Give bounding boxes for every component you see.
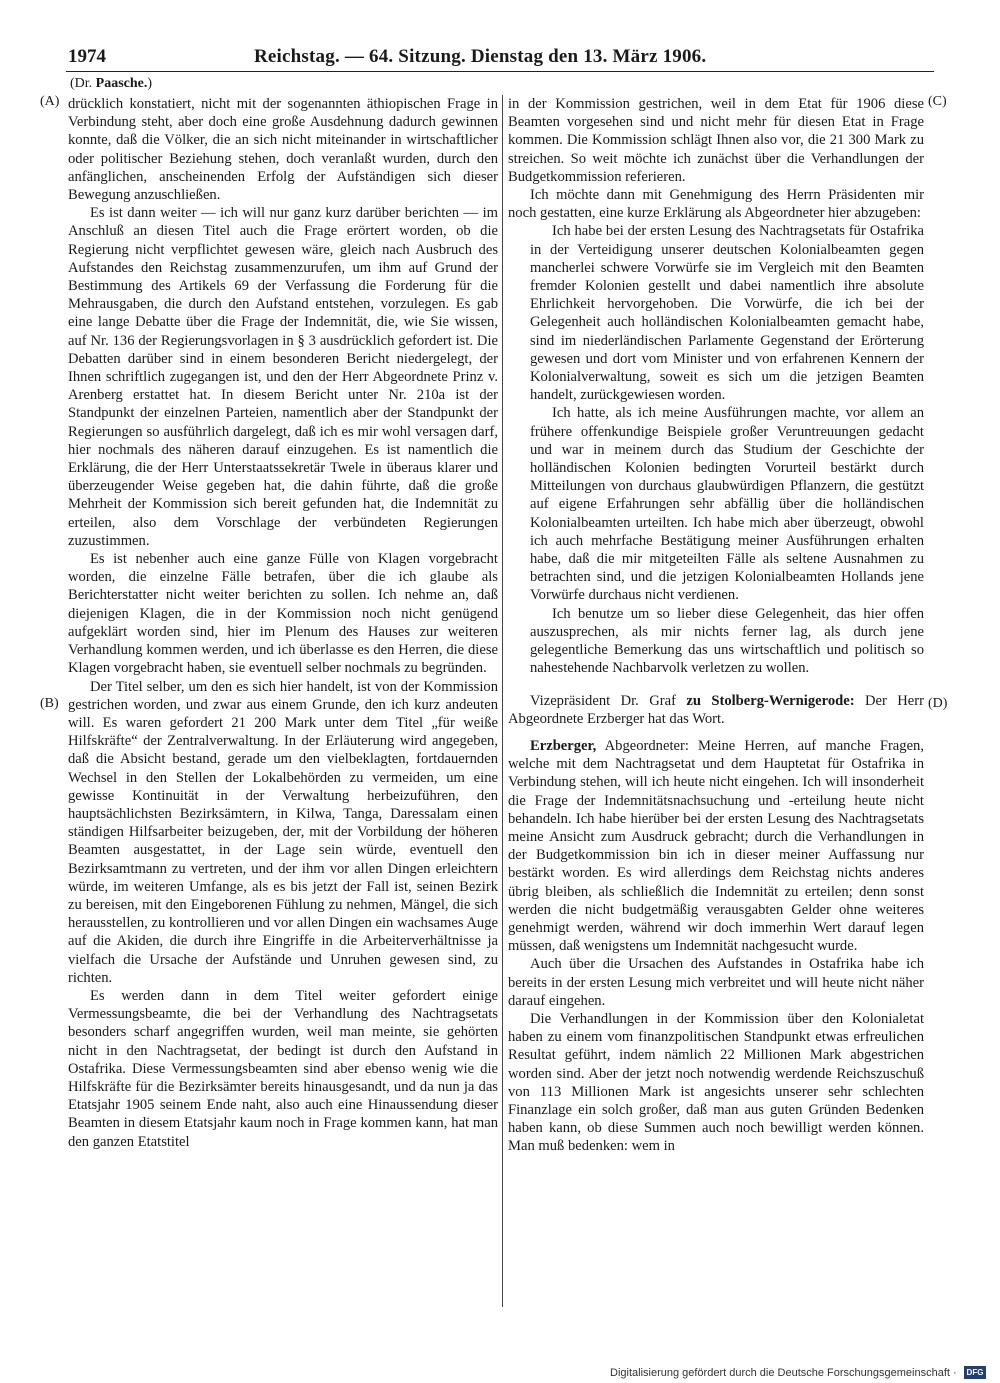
speaker-continuation bbox=[70, 76, 152, 92]
paragraph: in der Kommission gestrichen, weil in dem Etat für 1906 diese Beamten vorgesehen sind und nicht mehr für diesen Etat in Frage kommen. Die Kommission schlägt Ihnen also vor, die 21 300 Mark zu streichen. So weit möchte ich zunächst über die Verhandlungen der Budgetkommission referieren. bbox=[508, 96, 924, 185]
quoted-statement: Ich benutze um so lieber diese Gelegenheit, das hier offen auszusprechen, als mir nichts ferner lag, als durch jene gelegentliche Bemerkung das uns wirtschaftlich und politisch so nahestehende Nachbarvolk verletzen zu wollen. bbox=[530, 605, 924, 677]
paragraph: drücklich konstatiert, nicht mit der sogenannten äthiopischen Frage in Verbindung steht, aber doch eine große Ausdehnung dadurch gewinnen konnte, daß die Völker, die an sich nicht miteinander in wirtschaftlicher oder politischer Beziehung stehen, doch veranlaßt wurden, durch den anfänglichen, anscheinenden Erfolg der Aufständigen sich dieser Bewegung anzuschließen. bbox=[68, 96, 498, 204]
page-number: 1974 bbox=[68, 46, 106, 67]
page-header bbox=[66, 44, 930, 70]
paragraph: Es ist nebenher auch eine ganze Fülle von Klagen vorgebracht worden, die einzelne Fälle betrafen, über die ich glaube als Berichterstatter nicht weiter berichten zu sollen. Ich nehme an, daß diejenigen Klagen, die in der Kommission noch nicht genügend aufgeklärt worden sind, hier im Plenum des Hauses zur weiteren Verhandlung kommen werden, und ich überlasse es den Herren, die diese Klagen vorgebracht haben, sie eventuell selber nochmals zu begründen. bbox=[68, 551, 498, 677]
chair-text: Der Herr Abgeordnete Erzberger hat das Wort. bbox=[508, 692, 925, 727]
paragraph: Der Titel selber, um den es sich hier handelt, ist von der Kommission gestrichen worden, und zwar aus einem Grunde, den ich kurz andeuten will. Es waren gefordert 21 200 Mark unter dem Titel „für weiße Hilfskräfte“ der Zentralverwaltung. In der Erläuterung wird angegeben, daß die Absicht bestand, gerade um den vielbeklagten, fortdauernden Wechsel in den Stellen der Lokalbehörden zu vermeiden, um eine gewisse Kontinuität in der Verwaltung herbeizuführen, den hauptsächlichsten Bezirksämtern, in Kilwa, Tanga, Daressalam einen ständigen Hilfsarbeiter beizugeben, der, mit der Vorbildung der höheren Beamten ausgestattet, in der Lage sein würde, eventuell den Bezirksamtmann zu vertreten, und der ihm vor allen Dingen erleichtern würde, im weiteren Umfange, als es bis jetzt der Fall ist, seinen Bezirk zu bereisen, mit den Eingeborenen Fühlung zu nehmen, Mängel, die sich herausstellen, zu kontrollieren und vor allen Dingen ein wachsames Auge auf die Akiden, die durch ihre Eingriffe in die Arbeiterverhältnisse ja vielfach die Ursache der Aufstände und Unruhen gewesen sind, zu richten. bbox=[68, 678, 498, 986]
speaker-erzberger: Erzberger, bbox=[530, 737, 597, 754]
paragraph: Auch über die Ursachen des Aufstandes in Ostafrika habe ich bereits in der ersten Lesung mich verbreitet und will heute nicht näher darauf eingehen. bbox=[508, 956, 924, 1009]
speech-paragraph bbox=[508, 737, 924, 955]
margin-marker-d: (D) bbox=[928, 696, 948, 711]
running-head: Reichstag. — 64. Sitzung. Dienstag den 13. März 1906. bbox=[254, 46, 707, 67]
left-column bbox=[68, 95, 498, 1151]
paragraph: Die Verhandlungen in der Kommission über den Kolonialetat haben zu einem vom finanzpolitischen Standpunkt etwas erfreulichen Resultat geführt, indem nämlich 22 Millionen Mark abgestrichen worden sind. Aber der jetzt noch notwendig werdende Reichszuschuß von 113 Millionen Mark ist angesichts unserer sehr schlechten Finanzlage ein solch großer, daß man aus guten Gründen Bedenken haben kann, ob diese Summen auch noch bewilligt werden können. Man muß bedenken: wem in bbox=[508, 1010, 924, 1155]
paragraph: Ich möchte dann mit Genehmigung des Herrn Präsidenten mir noch gestatten, eine kurze Erklärung als Abgeordneter hier abzugeben: bbox=[508, 187, 924, 222]
speaker-prefix: (Dr. bbox=[70, 76, 96, 91]
chair-prefix: Vizepräsident Dr. Graf bbox=[530, 692, 687, 709]
paragraph: Es ist dann weiter — ich will nur ganz kurz darüber berichten — im Anschluß an diesen Titel auch die Frage erörtert worden, ob die Regierung nicht verpflichtet gewesen wäre, gleich nach Ausbruch des Aufstandes den Reichstag zusammenzurufen, um ihm auf Grund der Bestimmung des Artikels 69 der Verfassung die Forderung für die Mehrausgaben, die durch den Aufstand entstehen, vorzulegen. Es gab eine lange Debatte über die Frage der Indemnität, die, wie Sie wissen, auf Nr. 136 der Regierungsvorlagen in § 3 ausdrücklich gefordert ist. Die Debatten darüber sind in einem besonderen Bericht niedergelegt, der Ihnen schriftlich zugegangen ist, und den der Herr Abgeordnete Prinz v. Arenberg erstattet hat. In diesem Bericht unter Nr. 210a ist der Standpunkt der einzelnen Parteien, namentlich aber der Standpunkt der Regierungen so ausführlich dargelegt, daß ich es mir wohl versagen darf, hier nochmals des näheren darauf einzugehen. Es ist namentlich die Erklärung, die der Herr Unterstaatssekretär Twele in überaus klarer und überzeugender Weise gegeben hat, die dahin führte, daß die große Mehrheit der Kommission sich bereit gefunden hat, die Indemnität zu erteilen, also dem Vorschlage der verbündeten Regierungen zuzustimmen. bbox=[68, 205, 498, 549]
quoted-statement: Ich hatte, als ich meine Ausführungen machte, vor allem an frühere offenkundige Beispiele großer Veruntreuungen gedacht und war in meinem durch das Studium der Geschichte der holländischen Kolonien bedingten Vorurteil bestärkt durch Mitteilungen von durchaus glaubwürdigen Pflanzern, die gestützt auf eigene Erfahrungen sehr abfällig über die holländischen Kolonialbeamten urteilten. Ich habe mich aber überzeugt, obwohl ich auch mehrfache Bestätigung meiner Ausführungen erhalten habe, daß die mir mitgeteilten Fälle als seltene Ausnahmen zu betrachten sind, und die jetzigen Kolonialbeamten Hollands jene Vorwürfe durchaus nicht verdienen. bbox=[530, 405, 924, 604]
header-rule bbox=[66, 71, 934, 72]
speech-text: Abgeordneter: Meine Herren, auf manche Fragen, welche mit dem Nachtragsetat und dem Hauptetat für Ostafrika in Verbindung stehen, will ich heute nicht eingehen. Ich will insonderheit die Frage der Indemnitätsnachsuchung und -erteilung heute nicht behandeln. Ich habe hierüber bei der ersten Lesung des Nachtragsetats meine Ansicht zum Ausdruck gebracht; durch die Verhandlungen in der Budgetkommission bin ich in dieser meiner Auffassung nur bestärkt worden. Es wird allerdings dem Reichstag nichts anderes übrig bleiben, als schließlich die Indemnität zu erteilen; denn sonst werden die nicht budgetmäßig verausgabten Gelder ohne weiteres genehmigt werden, während wir doch immerhin Wert darauf legen müssen, daß wenigstens um Indemnität nachgesucht wurde. bbox=[508, 737, 924, 955]
paragraph: Es werden dann in dem Titel weiter gefordert einige Vermessungsbeamte, die bei der Verhandlung des Nachtragsetats besonders scharf angegriffen wurden, weil man meinte, sie gehörten nicht in den Nachtragsetat, der bedingt ist durch den Aufstand in Ostafrika. Diese Vermessungsbeamten sind aber ebenso wenig wie die Hilfskräfte für die Bezirksämter bereits hinausgesandt, und da nun ja das Etatsjahr 1905 seinem Ende naht, also auch eine Hinaussendung dieser Beamten in diesem Etatsjahr kaum noch in Frage kommen kann, hat man den ganzen Etatstitel bbox=[68, 987, 498, 1150]
margin-marker-c: (C) bbox=[928, 94, 947, 109]
dfg-logo-icon: DFG bbox=[964, 1366, 986, 1379]
right-column bbox=[508, 95, 924, 1156]
speaker-suffix: ) bbox=[147, 76, 153, 91]
chair-statement bbox=[508, 692, 924, 728]
margin-marker-b: (B) bbox=[40, 696, 59, 711]
quoted-statement: Ich habe bei der ersten Lesung des Nachtragsetats für Ostafrika in der Verteidigung unserer deutschen Kolonialbeamten gegen mancherlei schwere Vorwürfe sie im Vergleich mit den Beamten fremder Kolonien gestellt und dabei namentlich ihre absolute Ehrlichkeit hervorgehoben. Die Vorwürfe, die ich bei der Gelegenheit auch holländischen Kolonialbeamten gemacht habe, sind im niederländischen Parlamente Gegenstand der Erörterung gewesen und dort vom Minister und von erfahrenen Kennern der Kolonialverwaltung, soweit es sich um die jetzigen Beamten handelt, zurückgewiesen worden. bbox=[530, 223, 924, 404]
speaker-name: Paasche. bbox=[95, 76, 148, 91]
chair-name: zu Stolberg-Wernigerode: bbox=[686, 692, 855, 709]
margin-marker-a: (A) bbox=[40, 94, 60, 109]
digitization-credit: Digitalisierung gefördert durch die Deutsche Forschungsgemeinschaft · bbox=[610, 1367, 957, 1379]
column-divider bbox=[502, 95, 503, 1307]
